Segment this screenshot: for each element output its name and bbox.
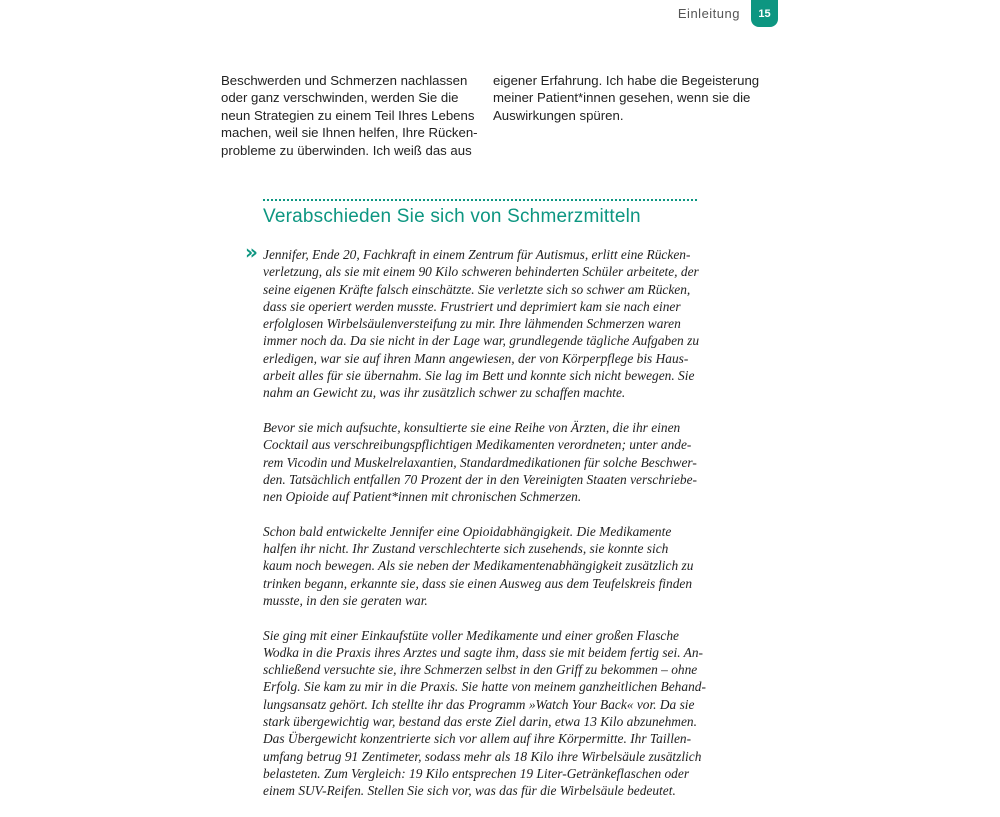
text-line: Erfolg. Sie kam zu mir in die Praxis. Sie hatte von meinem ganzheitlichen Behand-	[263, 679, 706, 695]
text-line: erfolglosen Wirbelsäulenversteifung zu mir. Ihre lähmenden Schmerzen waren	[263, 316, 681, 332]
text-line: arbeit alles für sie übernahm. Sie lag im Bett und konnte sich nicht bewegen. Sie	[263, 368, 695, 384]
box-heading: Verabschieden Sie sich von Schmerzmitteln	[263, 206, 641, 227]
running-header-section: Einleitung	[677, 6, 740, 21]
text-line: Beschwerden und Schmerzen nachlassen	[221, 73, 468, 88]
text-line: Cocktail aus verschreibungspflichtigen Medikamenten verordneten; unter ande-	[263, 437, 692, 453]
text-line: Das Übergewicht konzentrierte sich vor allem auf ihre Körpermitte. Ihr Taillen-	[263, 731, 692, 747]
text-line: erledigen, war sie auf ihren Mann angewiesen, der von Körperpflege bis Haus-	[263, 350, 689, 366]
text-line: machen, weil sie Ihnen helfen, Ihre Rücken-	[221, 125, 478, 141]
quote-marker-icon: »	[245, 240, 258, 264]
page-number-badge: 15	[751, 0, 778, 27]
case-story	[263, 246, 706, 817]
text-line: nahm an Gewicht zu, was ihr zusätzlich schwer zu schaffen machte.	[263, 385, 626, 401]
text-line: trinken begann, erkannte sie, dass sie einen Ausweg aus dem Teufelskreis finden	[263, 575, 693, 591]
text-line: neun Strategien zu einem Teil Ihres Lebens	[221, 107, 475, 123]
body-column-right	[493, 72, 760, 124]
text-line: einem SUV-Reifen. Stellen Sie sich vor, was das für die Wirbelsäule bedeutet.	[263, 783, 676, 799]
text-line: belasteten. Zum Vergleich: 19 Kilo entsprechen 19 Liter-Getränkeflaschen oder	[263, 765, 690, 781]
text-line: meiner Patient*innen gesehen, wenn sie die	[493, 90, 751, 106]
text-line: Sie ging mit einer Einkaufstüte voller Medikamente und einer großen Flasche	[263, 627, 679, 643]
text-line: halfen ihr nicht. Ihr Zustand verschlechterte sich zusehends, sie konnte sich	[263, 541, 669, 557]
story-paragraph	[263, 419, 703, 505]
text-line: eigener Erfahrung. Ich habe die Begeisterung	[493, 73, 760, 88]
body-column-left	[221, 72, 478, 159]
story-paragraph	[263, 627, 706, 800]
text-line: lungsansatz gehört. Ich stellte ihr das Programm »Watch Your Back« vor. Da sie	[263, 696, 695, 712]
text-line: immer noch da. Da sie nicht in der Lage war, grundlegende tägliche Aufgaben zu	[263, 333, 700, 349]
text-line: musste, in den sie geraten war.	[263, 592, 428, 608]
text-line: Wodka in die Praxis ihres Arztes und sagte ihm, dass sie mit beidem fertig sei. An-	[263, 644, 703, 660]
text-line: Jennifer, Ende 20, Fachkraft in einem Zentrum für Autismus, erlitt eine Rücken-	[263, 247, 691, 262]
text-line: verletzung, als sie mit einem 90 Kilo schweren behinderten Schüler arbeitete, der	[263, 264, 699, 280]
text-line: probleme zu überwinden. Ich weiß das aus	[221, 142, 472, 158]
text-line: Schon bald entwickelte Jennifer eine Opioidabhängigkeit. Die Medikamente	[263, 523, 672, 539]
text-line: schließend versuchte sie, ihre Schmerzen selbst in den Griff zu bekommen – ohne	[263, 662, 698, 678]
text-line: Auswirkungen spüren.	[493, 107, 624, 123]
box-dotted-divider	[263, 199, 697, 201]
text-line: rem Vicodin und Muskelrelaxantien, Standardmedikationen für solche Beschwer-	[263, 454, 697, 470]
text-line: den. Tatsächlich entfallen 70 Prozent der in den Vereinigten Staaten verschriebe-	[263, 471, 697, 487]
text-line: stark übergewichtig war, bestand das erste Ziel darin, etwa 13 Kilo abzunehmen.	[263, 714, 697, 730]
text-line: umfang betrug 91 Zentimeter, sodass mehr als 18 Kilo ihre Wirbelsäule zusätzlich	[263, 748, 702, 764]
text-line: Bevor sie mich aufsuchte, konsultierte sie eine Reihe von Ärzten, die ihr einen	[263, 419, 681, 435]
text-line: kaum noch bewegen. Als sie neben der Medikamentenabhängigkeit zusätzlich zu	[263, 558, 694, 574]
story-paragraph	[263, 523, 703, 609]
text-line: nen Opioide auf Patient*innen mit chronischen Schmerzen.	[263, 489, 582, 505]
text-line: seine eigenen Kräfte falsch einschätzte. Sie verletzte sich so schwer am Rücken,	[263, 281, 691, 297]
text-line: dass sie operiert werden musste. Frustriert und deprimiert kam sie nach einer	[263, 298, 681, 314]
story-paragraph	[263, 246, 703, 402]
text-line: oder ganz verschwinden, werden Sie die	[221, 90, 459, 106]
